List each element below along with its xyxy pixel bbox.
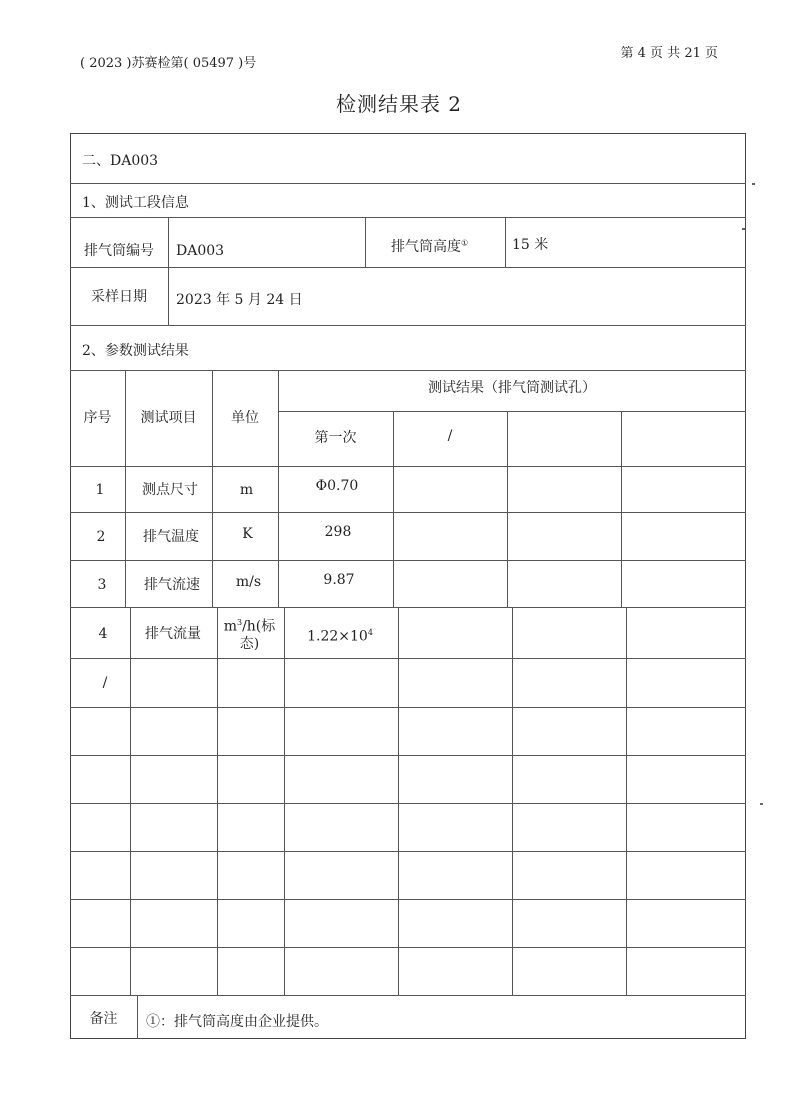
stack-number-label: 排气筒编号	[84, 243, 154, 259]
sub-header-2: /	[447, 428, 453, 444]
divider	[70, 851, 746, 852]
stack-height-label	[391, 236, 468, 256]
sampling-date-value: 2023 年 5 月 24 日	[176, 292, 303, 308]
divider	[512, 607, 513, 995]
divider	[70, 803, 746, 804]
divider	[70, 947, 746, 948]
col-header-result: 测试结果（排气筒测试孔）	[428, 380, 596, 396]
table-row-seq: 2	[96, 529, 106, 545]
unit-superscript: 3	[236, 618, 243, 627]
divider	[137, 995, 138, 1039]
divider	[70, 512, 746, 513]
sub-header-1: 第一次	[314, 430, 357, 446]
divider	[365, 217, 366, 267]
page-info: 第 4 页 共 21 页	[620, 46, 718, 61]
divider	[70, 707, 746, 708]
table-row-unit	[212, 614, 287, 653]
outlet-heading: 二、DA003	[82, 153, 159, 169]
table-row-unit: K	[242, 526, 253, 542]
divider	[398, 607, 399, 995]
divider	[505, 217, 506, 267]
page-title: 检测结果表 2	[335, 92, 463, 116]
section-2-heading: 2、参数测试结果	[82, 343, 189, 359]
divider	[621, 411, 622, 607]
remarks-label: 备注	[89, 1011, 118, 1027]
divider	[168, 217, 169, 325]
scan-speck	[752, 183, 755, 185]
sampling-date-label: 采样日期	[91, 289, 147, 305]
divider	[70, 560, 746, 561]
divider	[70, 466, 746, 467]
col-header-unit: 单位	[231, 410, 259, 426]
scan-speck	[742, 228, 745, 230]
table-row-unit: m	[239, 482, 254, 498]
divider	[217, 607, 218, 995]
stack-height-value: 15 米	[512, 237, 549, 253]
table-row-item: 排气流速	[144, 577, 200, 593]
stack-number-value: DA003	[176, 243, 225, 259]
table-row-value: 298	[324, 524, 352, 540]
table-row-seq: /	[102, 675, 108, 691]
table-row-item: 排气流量	[145, 626, 201, 642]
divider	[284, 607, 285, 995]
table-row-value	[278, 624, 402, 646]
table-row-seq: 1	[95, 482, 105, 498]
value-exponent: 4	[367, 628, 373, 637]
divider	[70, 217, 746, 218]
col-header-seq: 序号	[83, 410, 112, 426]
table-row-item: 排气温度	[143, 529, 199, 545]
divider	[626, 607, 627, 995]
value-base: 1.22×10	[307, 628, 368, 645]
divider	[70, 267, 746, 268]
stack-height-label-text: 排气筒高度	[391, 239, 461, 255]
unit-line-2: 态)	[239, 635, 260, 652]
table-row-value: Φ0.70	[315, 478, 359, 494]
scan-speck	[760, 803, 763, 805]
divider	[70, 899, 746, 900]
divider	[70, 370, 746, 371]
table-row-value: 9.87	[323, 572, 355, 588]
footnote-marker: ①	[461, 238, 469, 248]
table-row-item: 测点尺寸	[142, 482, 198, 498]
divider	[70, 755, 746, 756]
remarks-text: ①：排气筒高度由企业提供。	[146, 1014, 328, 1030]
divider	[70, 607, 746, 608]
col-header-item: 测试项目	[140, 410, 197, 426]
unit-base: m	[223, 618, 237, 635]
table-row-seq: 4	[98, 626, 108, 642]
report-number: ( 2023 )苏赛检第( 05497 )号	[80, 56, 257, 71]
table-row-seq: 3	[97, 577, 107, 593]
table-row-unit: m/s	[235, 574, 262, 590]
section-1-heading: 1、测试工段信息	[82, 195, 189, 211]
divider	[507, 411, 508, 607]
divider	[70, 995, 746, 996]
divider	[278, 411, 746, 412]
divider	[70, 183, 746, 184]
unit-rest: /h(标	[242, 618, 276, 635]
divider	[130, 607, 131, 995]
divider	[70, 325, 746, 326]
divider	[70, 658, 746, 659]
